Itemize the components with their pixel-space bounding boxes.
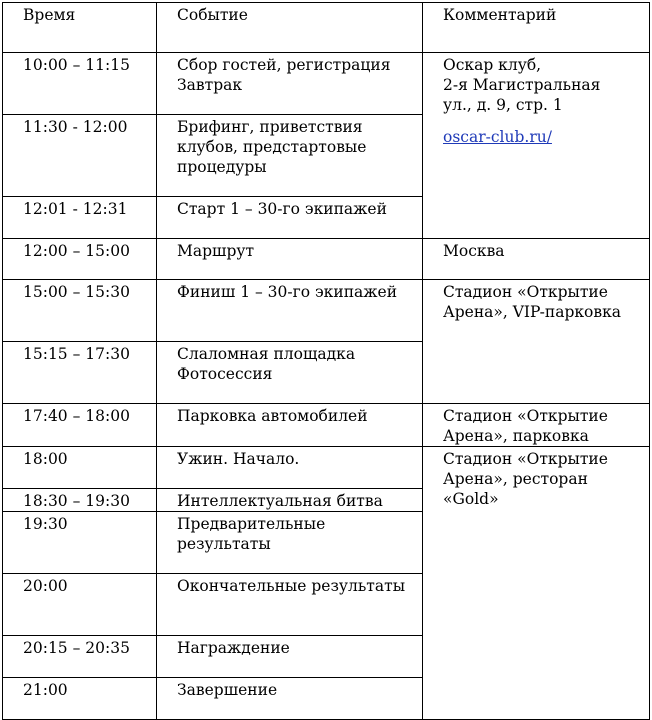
comment-line: Оскар клуб, [443, 56, 542, 74]
header-time: Время [3, 3, 157, 53]
comment-arena-gold: Стадион «Открытие Арена», ресторан «Gold» [423, 447, 650, 720]
comment-line: ул., д. 9, стр. 1 [443, 96, 563, 114]
row-time: 18:30 – 19:30 [3, 489, 157, 512]
comment-oscar-club [423, 53, 650, 239]
table-row [3, 447, 650, 489]
comment-arena-parking: Стадион «Открытие Арена», парковка [423, 404, 650, 447]
row-time: 19:30 [3, 512, 157, 574]
table-header-row [3, 3, 650, 53]
header-comment: Комментарий [423, 3, 650, 53]
row-event: Сбор гостей, регистрация Завтрак [157, 53, 423, 115]
table-row [3, 280, 650, 342]
table-row [3, 239, 650, 280]
schedule-table [2, 2, 650, 720]
row-time: 20:15 – 20:35 [3, 636, 157, 678]
row-time: 21:00 [3, 678, 157, 720]
row-event: Брифинг, приветствия клубов, предстартовые процедуры [157, 115, 423, 197]
table-row [3, 404, 650, 447]
row-time: 17:40 – 18:00 [3, 404, 157, 447]
row-event: Награждение [157, 636, 423, 678]
row-event: Завершение [157, 678, 423, 720]
row-event: Финиш 1 – 30-го экипажей [157, 280, 423, 342]
row-event: Старт 1 – 30-го экипажей [157, 197, 423, 239]
row-time: 15:00 – 15:30 [3, 280, 157, 342]
row-time: 11:30 - 12:00 [3, 115, 157, 197]
comment-moscow: Москва [423, 239, 650, 280]
row-event: Ужин. Начало. [157, 447, 423, 489]
row-event: Интеллектуальная битва [157, 489, 423, 512]
row-time: 15:15 – 17:30 [3, 342, 157, 404]
comment-line: 2-я Магистральная [443, 76, 601, 94]
row-time: 12:01 - 12:31 [3, 197, 157, 239]
oscar-club-link[interactable]: oscar-club.ru/ [443, 128, 552, 146]
row-event: Окончательные результаты [157, 574, 423, 636]
row-event: Парковка автомобилей [157, 404, 423, 447]
table-row [3, 53, 650, 115]
row-event: Слаломная площадка Фотосессия [157, 342, 423, 404]
row-event: Маршрут [157, 239, 423, 280]
header-event: Событие [157, 3, 423, 53]
row-time: 20:00 [3, 574, 157, 636]
row-event: Предварительные результаты [157, 512, 423, 574]
row-time: 12:00 – 15:00 [3, 239, 157, 280]
row-time: 10:00 – 11:15 [3, 53, 157, 115]
row-time: 18:00 [3, 447, 157, 489]
comment-arena-vip: Стадион «Открытие Арена», VIP-парковка [423, 280, 650, 404]
